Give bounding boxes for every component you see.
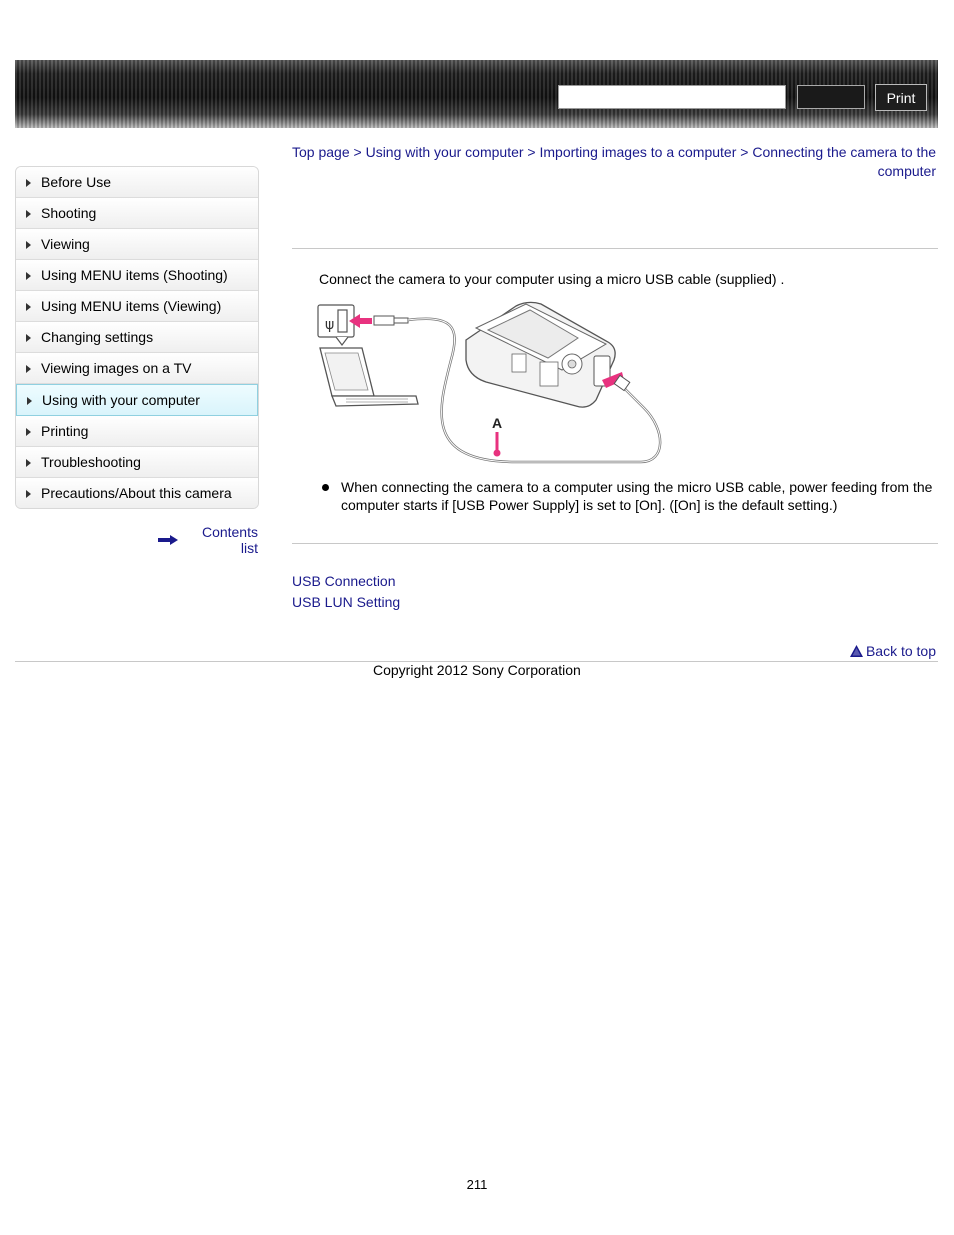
sidebar-item-label: Changing settings bbox=[41, 329, 154, 345]
sidebar-item-label: Viewing bbox=[41, 236, 90, 252]
sidebar-item-using-computer[interactable] bbox=[16, 384, 258, 416]
sidebar-item-label: Using MENU items (Shooting) bbox=[41, 267, 228, 283]
sidebar-item-printing[interactable] bbox=[16, 416, 258, 447]
sidebar-item-label: Viewing images on a TV bbox=[41, 360, 192, 376]
sidebar-item-label: Using MENU items (Viewing) bbox=[41, 298, 222, 314]
breadcrumb-separator: > bbox=[353, 144, 362, 160]
note-text: When connecting the camera to a computer using the micro USB cable, power feeding from the computer starts if [USB Power Supply] is set to [On]. ([On] is the default setting.) bbox=[341, 479, 933, 513]
breadcrumb-current-page[interactable]: Connecting the camera to the computer bbox=[752, 144, 937, 179]
triangle-right-icon bbox=[26, 210, 31, 218]
bullet-icon bbox=[322, 484, 329, 491]
triangle-right-icon bbox=[26, 365, 31, 373]
sidebar-item-shooting[interactable] bbox=[16, 198, 258, 229]
sidebar-item-viewing[interactable] bbox=[16, 229, 258, 260]
breadcrumb bbox=[292, 143, 936, 181]
search-input[interactable] bbox=[558, 85, 786, 109]
triangle-right-icon bbox=[26, 241, 31, 249]
figure-label: A bbox=[492, 415, 503, 431]
sidebar-item-label: Using with your computer bbox=[42, 392, 200, 408]
breadcrumb-separator: > bbox=[740, 144, 749, 160]
triangle-right-icon bbox=[27, 397, 32, 405]
breadcrumb-top-page[interactable]: Top page bbox=[292, 144, 350, 160]
related-link-usb-connection[interactable]: USB Connection bbox=[292, 573, 396, 589]
sidebar-item-precautions[interactable] bbox=[16, 478, 258, 508]
triangle-right-icon bbox=[26, 272, 31, 280]
triangle-right-icon bbox=[26, 428, 31, 436]
triangle-right-icon bbox=[26, 334, 31, 342]
usb-port-icon bbox=[318, 305, 372, 337]
sidebar-item-label: Before Use bbox=[41, 174, 112, 190]
sidebar-item-troubleshooting[interactable] bbox=[16, 447, 258, 478]
back-to-top-label: Back to top bbox=[865, 643, 936, 659]
sidebar-item-label: Shooting bbox=[41, 205, 97, 221]
triangle-right-icon bbox=[26, 303, 31, 311]
sidebar-item-label: Troubleshooting bbox=[41, 454, 141, 470]
sidebar-item-changing-settings[interactable] bbox=[16, 322, 258, 353]
breadcrumb-importing-images[interactable]: Importing images to a computer bbox=[539, 144, 737, 160]
intro-text: Connect the camera to your computer using a micro USB cable (supplied) . bbox=[319, 271, 785, 287]
back-to-top-link[interactable] bbox=[840, 643, 936, 659]
triangle-right-icon bbox=[26, 179, 31, 187]
laptop-icon bbox=[320, 348, 418, 406]
sidebar-item-label: Printing bbox=[41, 423, 89, 439]
contents-list-link[interactable] bbox=[158, 524, 258, 556]
page-number: 211 bbox=[466, 1177, 488, 1192]
note-list-item bbox=[322, 478, 936, 514]
sidebar-item-viewing-tv[interactable] bbox=[16, 353, 258, 384]
related-link-usb-lun-setting[interactable]: USB LUN Setting bbox=[292, 594, 401, 610]
sidebar-item-label: Precautions/About this camera bbox=[41, 485, 232, 501]
sidebar-nav bbox=[15, 166, 259, 509]
section-divider bbox=[292, 248, 938, 249]
usb-connection-illustration bbox=[316, 300, 672, 471]
triangle-right-icon bbox=[26, 490, 31, 498]
print-button[interactable]: Print bbox=[875, 84, 927, 111]
triangle-up-icon bbox=[850, 645, 863, 657]
breadcrumb-using-with-computer[interactable]: Using with your computer bbox=[365, 144, 524, 160]
triangle-right-icon bbox=[26, 459, 31, 467]
sidebar-item-menu-shooting[interactable] bbox=[16, 260, 258, 291]
breadcrumb-separator: > bbox=[527, 144, 536, 160]
camera-icon bbox=[466, 302, 630, 407]
contents-list-label: Contents list bbox=[201, 524, 258, 556]
arrow-right-icon bbox=[158, 535, 178, 545]
copyright-text: Copyright 2012 Sony Corporation bbox=[373, 662, 581, 678]
sidebar-item-menu-viewing[interactable] bbox=[16, 291, 258, 322]
search-button[interactable] bbox=[797, 85, 865, 109]
sidebar-item-before-use[interactable] bbox=[16, 167, 258, 198]
svg-text:ψ: ψ bbox=[325, 317, 335, 333]
section-divider bbox=[292, 543, 938, 544]
